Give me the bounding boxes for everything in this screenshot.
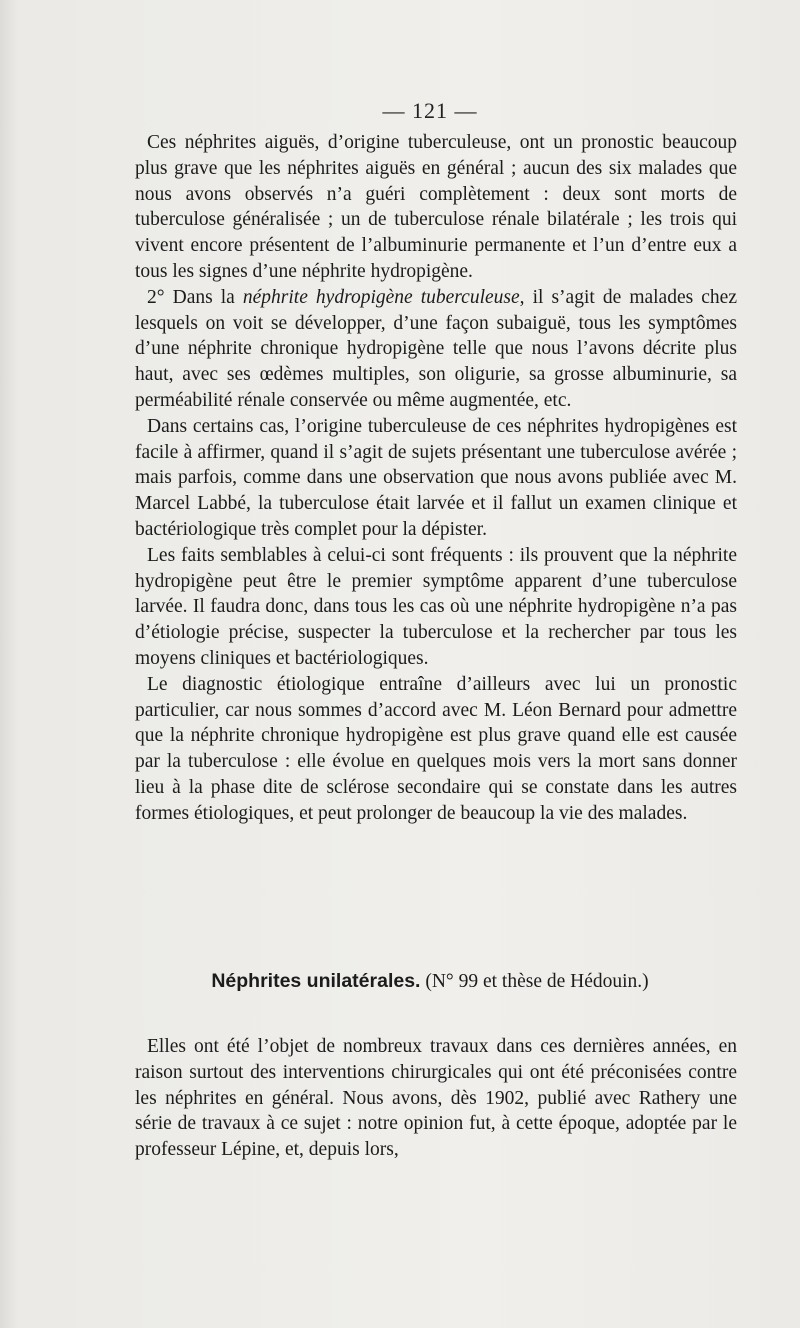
page-number: — 121 — xyxy=(382,98,478,123)
paragraph-2 xyxy=(135,285,737,414)
paragraph-3: Dans certains cas, l’origine tuberculeuse de ces néphrites hydropigènes est facile à affirmer, quand il s’agit de sujets présentant une tuberculose avérée ; mais parfois, comme dans une observation que nous avons publiée avec M. Marcel Labbé, la tuberculose était larvée et il fallut un examen clinique et bactériologique très complet pour la dépister. xyxy=(135,415,737,540)
section-heading-reference: (N° 99 et thèse de Hédouin.) xyxy=(420,971,649,992)
section-heading xyxy=(0,970,800,993)
section-text-block xyxy=(135,1034,737,1163)
paragraph-2-lead: 2° Dans la xyxy=(147,286,243,308)
paragraph-5: Le diagnostic étiologique entraîne d’ailleurs avec lui un pronostic particulier, car nous sommes d’accord avec M. Léon Bernard pour admettre que la néphrite chronique hydropigène est plus grave quand elle est causée par la tuberculose : elle évolue en quelques mois vers la mort sans donner lieu à la phase dite de sclérose secondaire qui se constate dans les autres formes étiologiques, et peut prolonger de beaucoup la vie des malades. xyxy=(135,673,737,824)
paragraph-6: Elles ont été l’objet de nombreux travaux dans ces dernières années, en raison surtout des interventions chirurgicales qui ont été préconisées contre les néphrites en général. Nous avons, dès 1902, publié avec Rathery une série de travaux à ce sujet : notre opinion fut, à cette époque, adoptée par le professeur Lépine, et, depuis lors, xyxy=(135,1036,737,1161)
paragraph-2-rest: , il s’agit de malades chez lesquels on voit se développer, d’une façon subaiguë, tous les symptômes d’une néphrite chronique hydropigène telle que nous l’avons décrite plus haut, avec ses œdèmes multiples, son oligurie, sa grosse albuminurie, sa perméabilité rénale conservée ou même augmentée, etc. xyxy=(135,286,737,411)
paragraph-4: Les faits semblables à celui-ci sont fréquents : ils prouvent que la néphrite hydropigène peut être le premier symptôme apparent d’une tuberculose larvée. Il faudra donc, dans tous les cas où une néphrite hydropigène n’a pas d’étiologie précise, suspecter la tuberculose et la rechercher par tous les moyens cliniques et bactériologiques. xyxy=(135,544,737,669)
paragraph-1: Ces néphrites aiguës, d’origine tuberculeuse, ont un pronostic beaucoup plus grave que les néphrites aiguës en général ; aucun des six malades que nous avons observés n’a guéri complètement : deux sont morts de tuberculose généralisée ; un de tuberculose rénale bilatérale ; les trois qui vivent encore présentent de l’albuminurie permanente et l’un d’entre eux a tous les signes d’une néphrite hydropigène. xyxy=(135,132,737,282)
paragraph-2-italic: néphrite hydropigène tuberculeuse xyxy=(242,286,520,308)
section-heading-title: Néphrites unilatérales. xyxy=(211,970,421,992)
main-text-block xyxy=(135,130,737,827)
